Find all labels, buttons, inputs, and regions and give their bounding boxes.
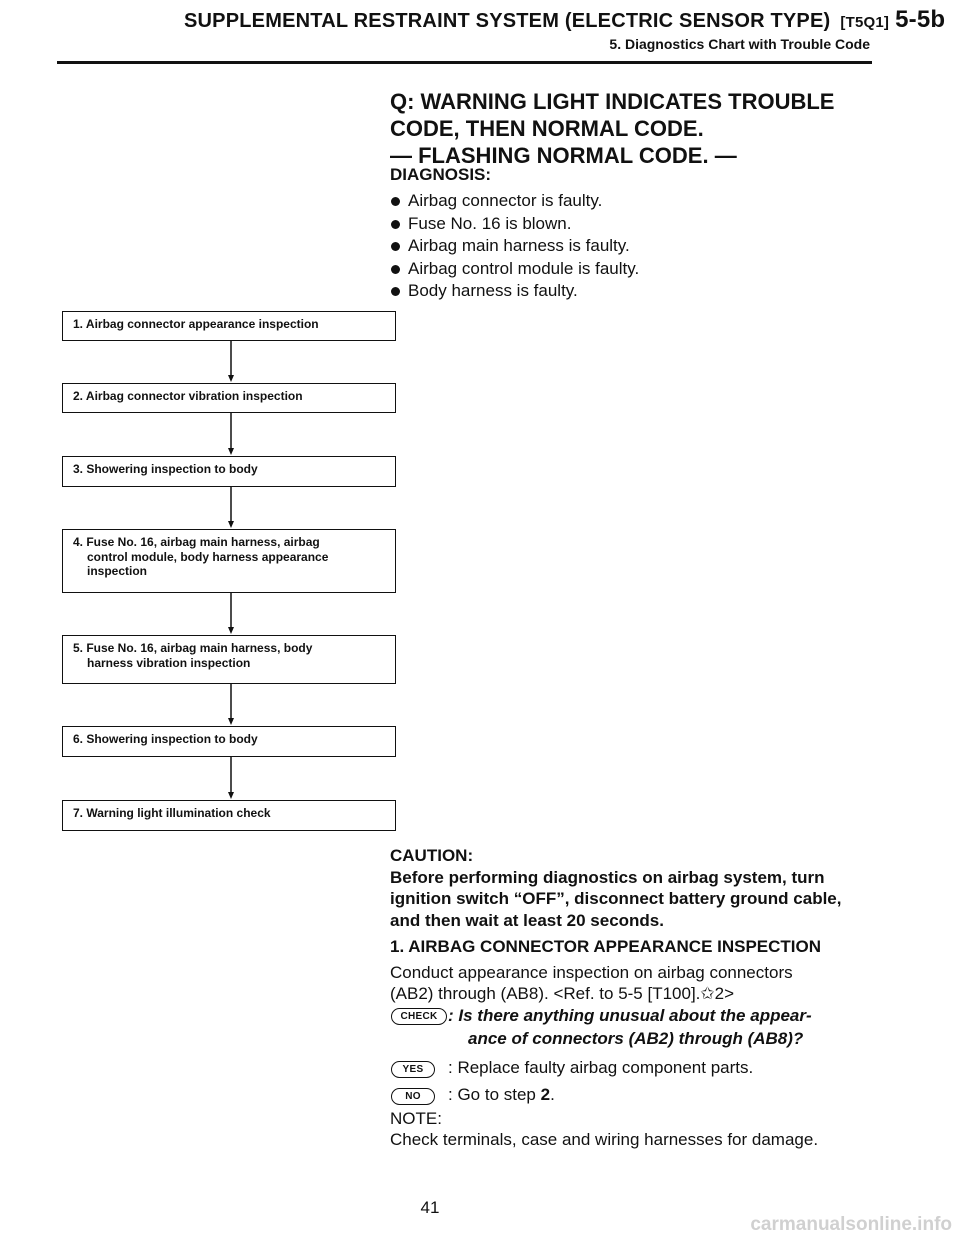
flowchart-step-text: inspection <box>87 564 148 578</box>
no-answer <box>448 1085 555 1105</box>
check-question <box>448 1004 878 1050</box>
diagnosis-item <box>390 213 639 236</box>
caution-line: ignition switch “OFF”, disconnect battery ground cable, <box>390 889 842 908</box>
bullet-icon <box>391 265 400 274</box>
bullet-icon <box>391 287 400 296</box>
header-rule <box>57 61 872 64</box>
flowchart-step-6 <box>62 726 396 757</box>
question-heading <box>390 88 860 169</box>
flowchart-step-text: control module, body harness appearance <box>87 549 329 564</box>
flowchart-step-2 <box>62 383 396 413</box>
flow-arrow-icon <box>226 593 236 635</box>
note-title: NOTE: <box>390 1109 442 1128</box>
step-body-line: (AB2) through (AB8). <Ref. to 5-5 [T100].✩2> <box>390 984 735 1003</box>
yes-answer: : Replace faulty airbag component parts. <box>448 1058 754 1077</box>
bullet-icon <box>391 242 400 251</box>
diagnosis-item <box>390 190 639 213</box>
note-text: Check terminals, case and wiring harnesses for damage. <box>390 1130 819 1149</box>
header-subtitle: 5. Diagnostics Chart with Trouble Code <box>609 36 870 52</box>
header-title-line <box>184 6 946 34</box>
caution-title: CAUTION: <box>390 846 474 865</box>
flow-arrow-icon <box>226 413 236 456</box>
diagnosis-list <box>390 190 639 303</box>
check-line: ance of connectors (AB2) through (AB8)? <box>468 1029 804 1048</box>
bullet-icon <box>391 220 400 229</box>
flowchart-step-1 <box>62 311 396 341</box>
diagnosis-item <box>390 235 639 258</box>
flowchart-step-7 <box>62 800 396 831</box>
watermark: carmanualsonline.info <box>750 1214 952 1235</box>
flow-arrow-icon <box>226 487 236 529</box>
diagnosis-item-text: Airbag control module is faulty. <box>408 258 640 278</box>
flow-arrow-icon <box>226 757 236 800</box>
flow-arrow-icon <box>226 341 236 383</box>
flowchart-step-text: 7. Warning light illumination check <box>73 806 271 820</box>
no-answer-text: : Go to step <box>448 1085 541 1104</box>
flowchart-step-4 <box>62 529 396 593</box>
question-line: Q: WARNING LIGHT INDICATES TROUBLE <box>390 89 835 114</box>
bullet-icon <box>391 197 400 206</box>
question-line: CODE, THEN NORMAL CODE. <box>390 116 704 141</box>
caution-line: and then wait at least 20 seconds. <box>390 910 664 930</box>
flowchart-step-text: 1. Airbag connector appearance inspection <box>73 317 319 331</box>
flowchart-step-text: 5. Fuse No. 16, airbag main harness, body <box>73 641 313 655</box>
step-body-line: Conduct appearance inspection on airbag connectors <box>390 963 793 982</box>
header-title: SUPPLEMENTAL RESTRAINT SYSTEM (ELECTRIC SENSOR TYPE) <box>184 10 831 32</box>
no-badge: NO <box>391 1088 435 1105</box>
diagnosis-item-text: Fuse No. 16 is blown. <box>408 213 572 233</box>
step-title: 1. AIRBAG CONNECTOR APPEARANCE INSPECTION <box>390 937 822 956</box>
flowchart-step-text: 4. Fuse No. 16, airbag main harness, airbag <box>73 535 320 549</box>
step-body <box>390 962 870 1004</box>
header-code: [T5Q1] <box>840 14 890 31</box>
question-line: — FLASHING NORMAL CODE. — <box>390 143 737 168</box>
page-number: 41 <box>420 1198 440 1217</box>
flowchart-step-text: 3. Showering inspection to body <box>73 462 258 476</box>
check-line: : Is there anything unusual about the appear- <box>448 1006 812 1025</box>
flowchart-step-text: 6. Showering inspection to body <box>73 732 258 746</box>
flow-arrow-icon <box>226 684 236 726</box>
flowchart-step-3 <box>62 456 396 487</box>
flowchart-step-text: 2. Airbag connector vibration inspection <box>73 389 303 403</box>
diagnosis-item-text: Body harness is faulty. <box>408 281 578 300</box>
diagnosis-title: DIAGNOSIS: <box>390 165 492 184</box>
yes-badge: YES <box>391 1061 435 1078</box>
caution-line: Before performing diagnostics on airbag system, turn <box>390 867 825 887</box>
flowchart-step-text: harness vibration inspection <box>87 655 251 670</box>
diagnosis-item <box>390 258 639 281</box>
no-answer-suffix: . <box>550 1085 555 1104</box>
diagnosis-item-text: Airbag connector is faulty. <box>408 191 603 210</box>
header-page-ref: 5-5b <box>895 6 946 33</box>
no-step-number: 2 <box>540 1085 551 1104</box>
flowchart-step-5 <box>62 635 396 684</box>
diagnosis-item <box>390 280 639 303</box>
note-block <box>390 1108 818 1150</box>
diagnosis-item-text: Airbag main harness is faulty. <box>408 236 630 255</box>
check-badge: CHECK <box>391 1008 447 1025</box>
caution-block <box>390 845 870 931</box>
